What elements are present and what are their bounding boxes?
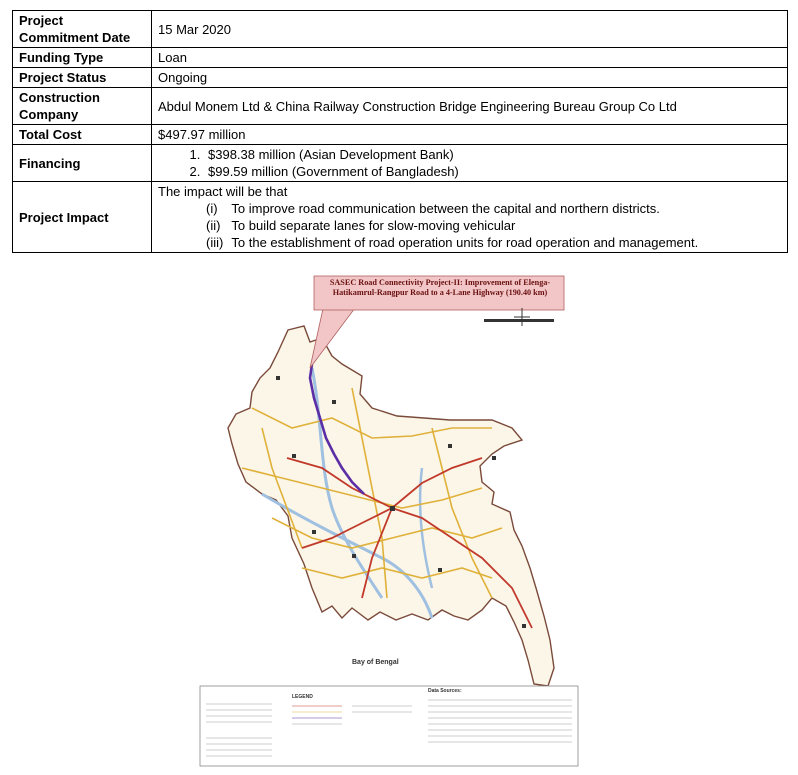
impact-item-number: (ii) <box>206 218 221 233</box>
row-commitment-date <box>13 11 788 48</box>
label-construction-company: Construction Company <box>13 88 152 125</box>
impact-item-text: To build separate lanes for slow-moving vehicular <box>231 218 516 233</box>
data-sources-title: Data Sources: <box>428 688 462 694</box>
legend-title: LEGEND <box>292 694 313 700</box>
impact-item <box>158 200 781 217</box>
row-total-cost <box>13 125 788 145</box>
label-commitment-date: Project Commitment Date <box>13 11 152 48</box>
label-project-status: Project Status <box>13 68 152 88</box>
legend-box <box>200 686 578 766</box>
row-funding-type <box>13 48 788 68</box>
project-info-table <box>12 10 788 253</box>
value-total-cost: $497.97 million <box>152 125 788 145</box>
impact-item-number: (i) <box>206 201 218 216</box>
scale-bar <box>484 319 554 322</box>
financing-list <box>158 146 781 180</box>
label-financing: Financing <box>13 145 152 182</box>
row-project-impact <box>13 182 788 253</box>
value-project-status: Ongoing <box>152 68 788 88</box>
financing-item: 2. $99.59 million (Government of Bangladesh) <box>204 163 781 180</box>
bangladesh-road-map <box>192 268 586 768</box>
callout-title: SASEC Road Connectivity Project-II: Improvement of Elenga-Hatikamrul-Rangpur Road to a 4-Lane Highway (190.40 km) <box>329 278 551 297</box>
impact-item-text: To improve road communication between the capital and northern districts. <box>231 201 660 216</box>
north-arrow-icon <box>514 308 530 326</box>
impact-item <box>158 234 781 251</box>
value-construction-company: Abdul Monem Ltd & China Railway Construction Bridge Engineering Bureau Group Co Ltd <box>152 88 788 125</box>
callout-text-holder <box>318 278 562 310</box>
value-funding-type: Loan <box>152 48 788 68</box>
row-construction-company <box>13 88 788 125</box>
value-financing <box>152 145 788 182</box>
impact-item-number: (iii) <box>206 235 224 250</box>
row-project-status <box>13 68 788 88</box>
label-total-cost: Total Cost <box>13 125 152 145</box>
value-commitment-date: 15 Mar 2020 <box>152 11 788 48</box>
impact-item <box>158 217 781 234</box>
bay-of-bengal-label: Bay of Bengal <box>352 659 399 666</box>
impact-item-text: To the establishment of road operation units for road operation and management. <box>231 235 699 250</box>
row-financing <box>13 145 788 182</box>
label-project-impact: Project Impact <box>13 182 152 253</box>
financing-item: 1. $398.38 million (Asian Development Bank) <box>204 146 781 163</box>
label-funding-type: Funding Type <box>13 48 152 68</box>
value-project-impact <box>152 182 788 253</box>
map-svg <box>192 268 586 768</box>
impact-intro: The impact will be that <box>158 184 288 199</box>
